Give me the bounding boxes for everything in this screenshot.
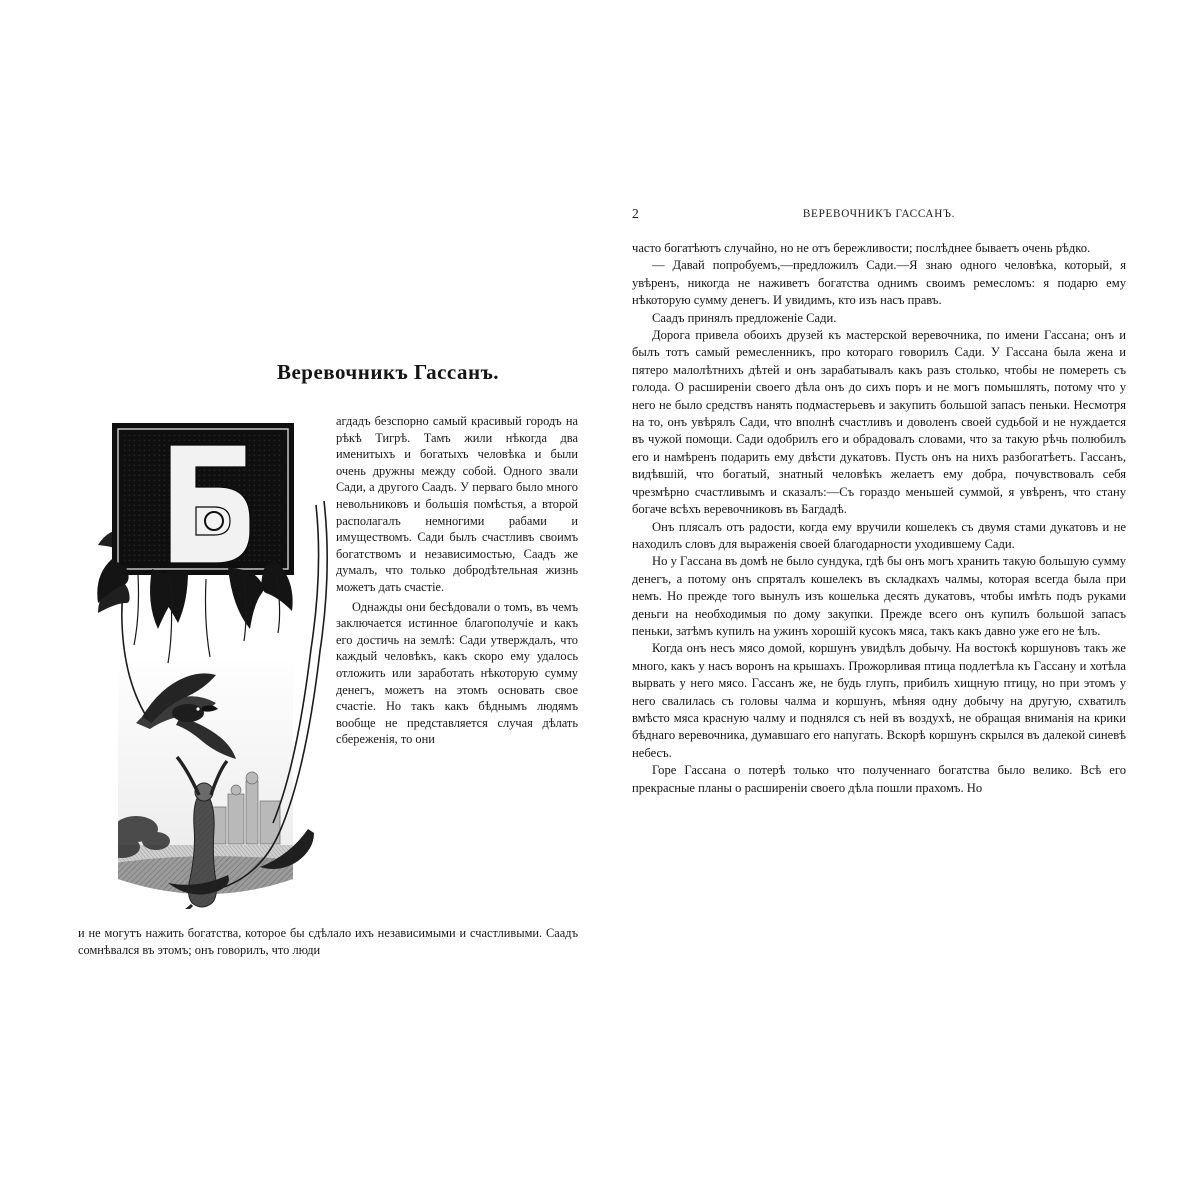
drop-cap-block bbox=[97, 423, 294, 663]
left-page bbox=[78, 360, 578, 957]
left-full-width-text bbox=[78, 925, 578, 959]
right-page bbox=[632, 206, 1126, 797]
paragraph: Горе Гассана о потерѣ только что полученнаго богатства было велико. Всѣ его прекрасные планы о расширеніи своего дѣла пошли прахомъ. Но bbox=[632, 763, 1126, 795]
page-header bbox=[632, 206, 1126, 232]
paragraph: часто богатѣютъ случайно, но не отъ бережливости; послѣднее бываетъ очень рѣдко. bbox=[632, 241, 1091, 255]
story-title: Веревочникъ Гассанъ. bbox=[276, 360, 500, 384]
paragraph: Но у Гассана въ домѣ не было сундука, гдѣ бы онъ могъ хранить такую большую сумму денегъ, а потому онъ спряталъ кошелекъ въ складкахъ чалмы, которая всегда была при немъ. Но прежде того вынулъ изъ кошелька десять дукатовъ, чтобы имѣть подъ руками деньги на необходимыя по дому закупки. Прежде всего онъ купилъ большой запасъ пеньки, затѣмъ купилъ на ужинъ хорошій кусокъ мяса, такъ какъ давно уже его не ѣлъ. bbox=[632, 554, 1126, 638]
illustration-and-first-column bbox=[78, 399, 578, 904]
paragraph: агдадъ безспорно самый красивый городъ на рѣкѣ Тигрѣ. Тамъ жили нѣкогда два именитыхъ и богатыхъ человѣка и были очень дружны между собой. Одного звали Сади, а другого Саадъ. У перваго было много невольниковъ и большія помѣстья, а второй располагалъ немногими рабами и имуществомъ. Сади былъ счастливъ своимъ богатствомъ и независимостью, Саадъ же думалъ, что только добродѣтельная жизнь можетъ дать счастіе. bbox=[336, 414, 578, 594]
paragraph: — Давай попробуемъ,—предложилъ Сади.—Я знаю одного человѣка, который, я увѣренъ, никогда не наживетъ богатства однимъ своимъ ремесломъ: я подарю ему нѣкоторую сумму денегъ. И увидимъ, кто изъ насъ правъ. bbox=[632, 258, 1126, 308]
paragraph: Саадъ принялъ предложеніе Сади. bbox=[652, 310, 837, 325]
left-column-text bbox=[336, 413, 578, 748]
paragraph: и не могутъ нажить богатства, которое бы сдѣлало ихъ независимыми и счастливыми. Саадъ сомнѣвался въ этомъ; онъ говорилъ, что люди bbox=[78, 926, 578, 957]
paragraph: Когда онъ несъ мясо домой, коршунъ увидѣлъ добычу. На востокѣ коршуновъ такъ же много, какъ у насъ воронъ на крышахъ. Прожорливая птица подлетѣла къ Гассану и хотѣла вырвать у него мясо. Гассанъ же, не будь глупъ, прибилъ хищную птицу, но при этомъ у него свалилась съ головы чалма и коршунъ, мѣняя одну добычу на другую, схватилъ вмѣсто мяса красную чалму и поднялся съ ней въ воздухѣ, не обращая вниманія на крики бѣднаго веревочника, думавшаго его напугать. Вскорѣ коршунъ скрылся въ далекой синевѣ небесъ. bbox=[632, 641, 1126, 760]
page-number: 2 bbox=[632, 206, 639, 221]
paragraph: Дорога привела обоихъ друзей къ мастерской веревочника, по имени Гассана; онъ и былъ тотъ самый ремесленникъ, про котораго говорилъ Сади. У Гассана была жена и пятеро малолѣтнихъ дѣтей и онъ зарабатывалъ какъ разъ столько, чтобы не помереть съ голода. О расширеніи своего дѣла онъ до сихъ поръ и не могъ помышлять, потому что у него не было средствъ нанять подмастерьевъ и закупить большой запасъ пеньки. Несмотря на то, онъ увѣрялъ Сади, что вполнѣ счастливъ и доволенъ своей судьбой и не нуждается въ чужой помощи. Сади одобрилъ его и обрадовалъ словами, что за такую рѣчь полюбилъ его и намѣренъ подарить ему двѣсти дукатовъ. Пусть онъ на нихъ разбогатѣетъ. Гассанъ, видѣвшій, что богатый, знатный человѣкъ желаетъ ему добра, почувствовалъ себя чрезмѣрно счастливымъ и сказалъ:—Съ гораздо меньшей суммой, я увѣренъ, что стану богаче всѣхъ веревочниковъ въ Багдадѣ. bbox=[632, 328, 1126, 517]
ornamental-engraving-illustration bbox=[78, 409, 336, 909]
right-body-text bbox=[632, 240, 1126, 797]
paragraph: Однажды они бесѣдовали о томъ, въ чемъ заключается истинное благополучіе и какъ его достичь на землѣ: Сади утверждалъ, что каждый человѣкъ, какъ скоро ему удалось отложить или заработать нѣкоторую сумму денегъ, можетъ на этомъ основать свое счастіе. Но такъ какъ бѣднымъ людямъ вообще не представляется случая дѣлать сбереженія, то они bbox=[336, 599, 578, 747]
running-head: ВЕРЕВОЧНИКЪ ГАССАНЪ. bbox=[802, 208, 956, 220]
paragraph: Онъ плясалъ отъ радости, когда ему вручили кошелекъ съ двумя стами дукатовъ и не находилъ словъ для выраженія своей благодарности уходившему Сади. bbox=[632, 519, 1126, 551]
